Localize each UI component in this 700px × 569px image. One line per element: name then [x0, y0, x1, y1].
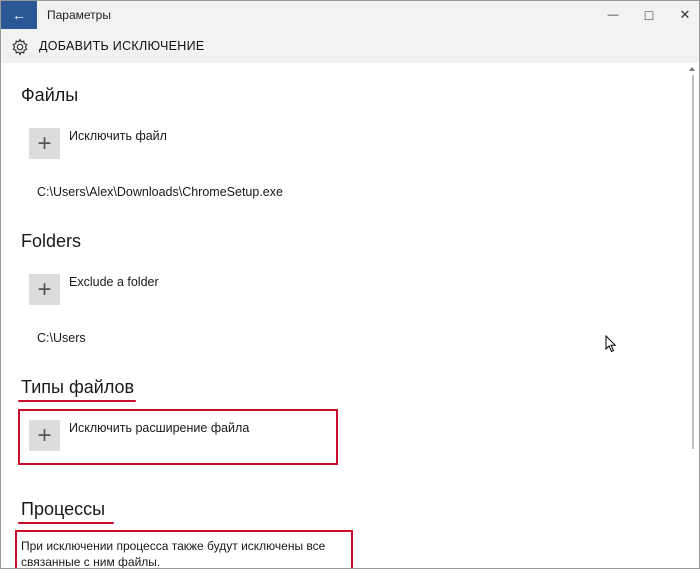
highlight-underline — [18, 522, 114, 524]
mouse-pointer-icon — [605, 335, 617, 353]
page-title: ДОБАВИТЬ ИСКЛЮЧЕНИЕ — [39, 39, 205, 53]
back-button[interactable] — [1, 1, 37, 29]
title-bar — [1, 1, 699, 29]
excluded-folder-item[interactable]: C:\Users — [37, 331, 86, 345]
scroll-up-icon[interactable] — [689, 67, 695, 71]
add-folder-button[interactable] — [29, 274, 60, 305]
processes-description: При исключении процесса также будут исключены все связанные с ним файлы. — [21, 539, 326, 569]
add-file-label[interactable]: Исключить файл — [69, 129, 167, 143]
section-title-folders: Folders — [21, 231, 82, 251]
maximize-button[interactable] — [631, 1, 667, 29]
highlight-box — [18, 409, 338, 465]
maximize-icon: □ — [644, 7, 654, 23]
plus-icon: + — [37, 275, 52, 303]
section-title-file-types: Типы файлов — [21, 377, 135, 397]
section-title-files: Файлы — [21, 85, 79, 105]
minimize-button[interactable] — [595, 1, 631, 29]
vertical-scrollbar[interactable] — [687, 63, 699, 568]
minimize-icon: — — [607, 9, 619, 21]
plus-icon: + — [37, 129, 52, 157]
highlight-underline — [18, 400, 136, 402]
plus-icon: + — [37, 421, 52, 449]
window-title: Параметры — [47, 8, 111, 22]
scroll-thumb[interactable] — [692, 75, 694, 449]
gear-icon — [11, 38, 29, 56]
add-extension-label[interactable]: Исключить расширение файла — [69, 421, 250, 435]
add-file-button[interactable] — [29, 128, 60, 159]
add-folder-label[interactable]: Exclude a folder — [69, 275, 159, 289]
close-button[interactable] — [667, 1, 700, 29]
add-extension-button[interactable] — [29, 420, 60, 451]
page-header — [1, 29, 699, 63]
section-title-processes: Процессы — [21, 499, 106, 519]
arrow-left-icon: ← — [12, 7, 26, 23]
close-icon: ✕ — [679, 7, 691, 22]
excluded-file-item[interactable]: C:\Users\Alex\Downloads\ChromeSetup.exe — [37, 185, 283, 199]
